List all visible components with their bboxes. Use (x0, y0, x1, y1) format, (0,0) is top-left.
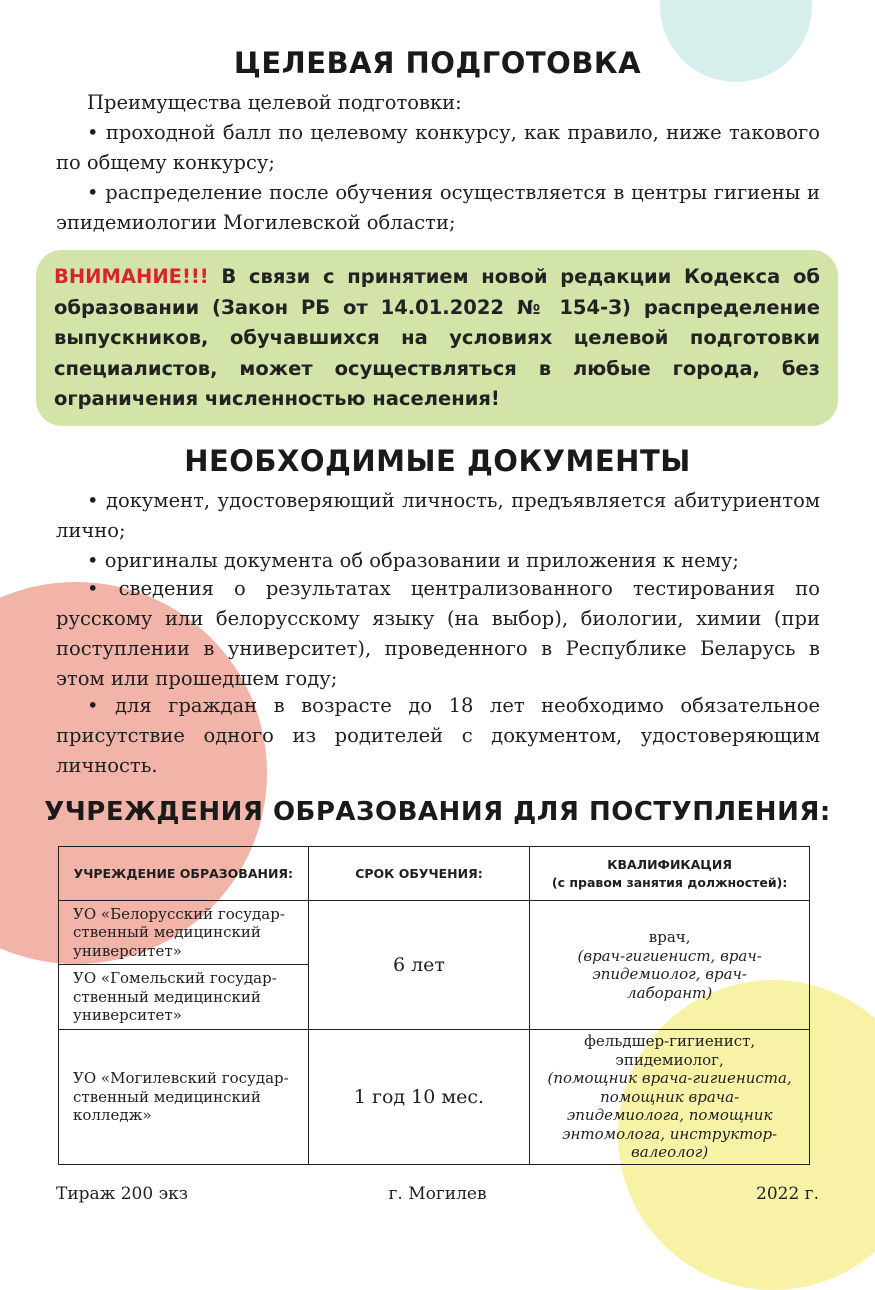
table-header-row (59, 847, 810, 901)
qualification-main: врач, (648, 928, 691, 946)
header-qualification-line2: (с правом занятия должностей): (551, 874, 788, 890)
institutions-table (58, 846, 810, 1165)
table-row (59, 901, 810, 965)
header-qualification (530, 847, 810, 901)
header-qualification-line1: КВАЛИФИКАЦИЯ (607, 856, 732, 872)
header-duration: СРОК ОБУЧЕНИЯ: (308, 847, 530, 901)
qualification-positions: (помощник врача-гигиениста, помощник врача-эпидемиолога, помощник энтомолога, инструктор-валеолог) (547, 1069, 792, 1161)
section-title-targeted-training: ЦЕЛЕВАЯ ПОДГОТОВКА (233, 46, 642, 80)
paragraph: • оригиналы документа об образовании и приложения к нему; (87, 549, 739, 572)
duration-cell: 6 лет (308, 901, 530, 1030)
footer-year: 2022 г. (756, 1184, 819, 1204)
institution-cell: УО «Белорусский государственный медицинский университет» (59, 901, 309, 965)
institution-cell: УО «Могилевский государственный медицинский колледж» (59, 1030, 309, 1165)
institution-cell: УО «Гомельский государственный медицинский университет» (59, 965, 309, 1030)
table-row (59, 1030, 810, 1165)
paragraph: • проходной балл по целевому конкурсу, как правило, ниже такового по общему конкурсу; (56, 121, 820, 174)
section-title-required-documents: НЕОБХОДИМЫЕ ДОКУМЕНТЫ (184, 444, 691, 478)
header-institution: УЧРЕЖДЕНИЕ ОБРАЗОВАНИЯ: (59, 847, 309, 901)
footer-circulation: Тираж 200 экз (56, 1184, 188, 1204)
paragraph: • для граждан в возрасте до 18 лет необходимо обязательное присутствие одного из родителей с документом, удостоверяющим личность. (56, 694, 820, 777)
duration-cell: 1 год 10 мес. (308, 1030, 530, 1165)
notice-box (36, 250, 838, 426)
qualification-cell (530, 901, 810, 1030)
paragraph: • документ, удостоверяющий личность, предъявляется абитуриентом лично; (56, 489, 820, 542)
paragraph: • распределение после обучения осуществляется в центры гигиены и эпидемиологии Могилевской области; (56, 181, 820, 234)
qualification-main: фельдшер-гигиенист, эпидемиолог, (584, 1032, 756, 1069)
notice-text (54, 262, 820, 415)
paragraph: Преимущества целевой подготовки: (87, 91, 462, 114)
notice-body: В связи с принятием новой редакции Кодекса об образовании (Закон РБ от 14.01.2022 № 154-З) распределение выпускников, обучавшихся на условиях целевой подготовки специалистов, может осуществляться в любые города, без ограничения численностью населения! (54, 265, 820, 410)
notice-alert: ВНИМАНИЕ!!! (54, 265, 209, 288)
paragraph: • сведения о результатах централизованного тестирования по русскому или белорусскому языку (на выбор), биологии, химии (при поступлении в университет), проведенного в Республике Беларусь в этом или прошедшем году; (56, 577, 820, 690)
footer-city: г. Могилев (388, 1184, 487, 1204)
qualification-cell (530, 1030, 810, 1165)
qualification-positions: (врач-гигиенист, врач-эпидемиолог, врач-лаборант) (577, 946, 762, 1002)
section-title-institutions: УЧРЕЖДЕНИЯ ОБРАЗОВАНИЯ ДЛЯ ПОСТУПЛЕНИЯ: (44, 797, 831, 827)
